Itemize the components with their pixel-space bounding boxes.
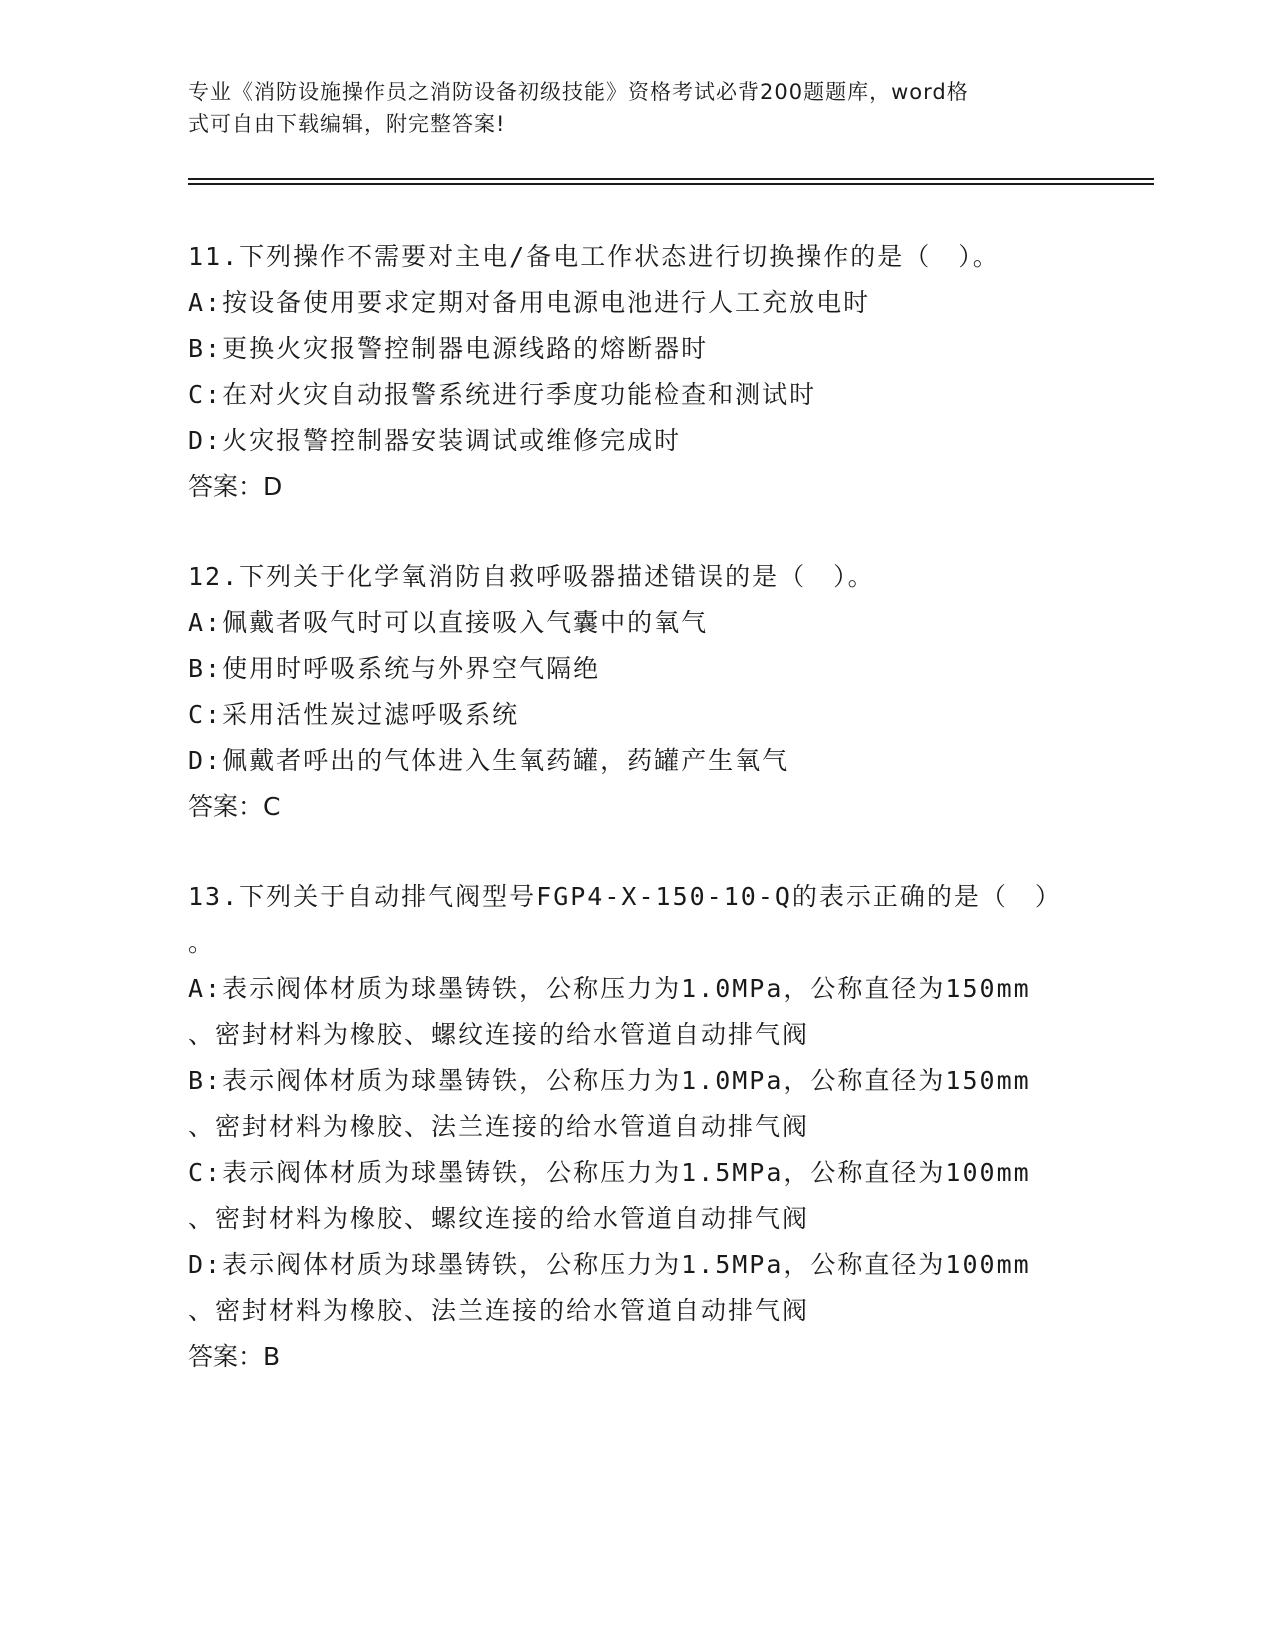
answer-line: 答案：C <box>188 792 281 821</box>
answer-line: 答案：D <box>188 472 283 501</box>
question-stem: 11.下列操作不需要对主电/备电工作状态进行切换操作的是（ ）。 <box>188 242 1000 271</box>
question-block-11 <box>188 234 1088 510</box>
document-header <box>188 76 1068 140</box>
option-a: A:按设备使用要求定期对备用电源电池进行人工充放电时 <box>188 288 871 317</box>
option-b: B:表示阀体材质为球墨铸铁，公称压力为1.0MPa，公称直径为150mm <box>188 1066 1031 1095</box>
option-c: C:在对火灾自动报警系统进行季度功能检查和测试时 <box>188 380 817 409</box>
option-c: C:表示阀体材质为球墨铸铁，公称压力为1.5MPa，公称直径为100mm <box>188 1158 1031 1187</box>
header-divider-bottom <box>188 183 1154 185</box>
option-b-continued: 、密封材料为橡胶、法兰连接的给水管道自动排气阀 <box>188 1112 810 1141</box>
option-d: D:表示阀体材质为球墨铸铁，公称压力为1.5MPa，公称直径为100mm <box>188 1250 1031 1279</box>
option-a: A:表示阀体材质为球墨铸铁，公称压力为1.0MPa，公称直径为150mm <box>188 974 1031 1003</box>
question-block-13 <box>188 874 1088 1380</box>
option-b: B:更换火灾报警控制器电源线路的熔断器时 <box>188 334 709 363</box>
option-a-continued: 、密封材料为橡胶、螺纹连接的给水管道自动排气阀 <box>188 1020 810 1049</box>
header-divider-top <box>188 178 1154 180</box>
header-line-1: 专业《消防设施操作员之消防设备初级技能》资格考试必背200题题库，word格 <box>188 80 969 104</box>
option-d-continued: 、密封材料为橡胶、法兰连接的给水管道自动排气阀 <box>188 1296 810 1325</box>
option-b: B:使用时呼吸系统与外界空气隔绝 <box>188 654 601 683</box>
question-stem: 12.下列关于化学氧消防自救呼吸器描述错误的是（ ）。 <box>188 562 875 591</box>
option-d: D:火灾报警控制器安装调试或维修完成时 <box>188 426 682 455</box>
header-line-2: 式可自由下载编辑，附完整答案! <box>188 112 506 136</box>
option-a: A:佩戴者吸气时可以直接吸入气囊中的氧气 <box>188 608 709 637</box>
question-stem: 13.下列关于自动排气阀型号FGP4-X-150-10-Q的表示正确的是（ ） <box>188 882 1062 911</box>
option-c: C:采用活性炭过滤呼吸系统 <box>188 700 520 729</box>
option-c-continued: 、密封材料为橡胶、螺纹连接的给水管道自动排气阀 <box>188 1204 810 1233</box>
question-block-12 <box>188 554 1088 830</box>
question-stem-continued: 。 <box>188 928 216 957</box>
answer-line: 答案：B <box>188 1342 281 1371</box>
option-d: D:佩戴者呼出的气体进入生氧药罐，药罐产生氧气 <box>188 746 790 775</box>
